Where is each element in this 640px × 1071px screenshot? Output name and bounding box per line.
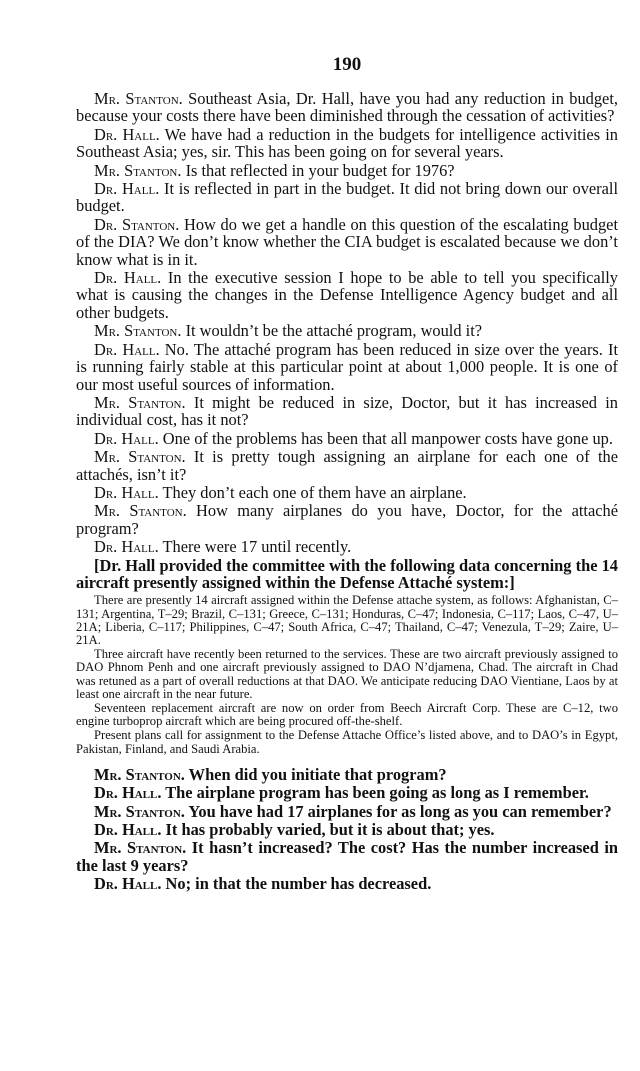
paragraph [76,341,618,393]
paragraph [76,269,618,321]
dialogue-section-1 [76,90,618,556]
paragraph-text: It has probably varied, but it is about that; yes. [161,820,495,840]
paragraph-text: It is pretty tough assigning an airplane for each one of the attachés, isn’t it? [76,447,618,484]
speaker-name: Dr. Hall. [94,537,159,557]
paragraph-text: Southeast Asia, Dr. Hall, have you had any reduction in budget, because your costs there have been diminished through the cessation of activities? [76,89,618,126]
paragraph-text: How do we get a handle on this question of the escalating budget of the DIA? We don’t know whether the CIA budget is escalated because we don’t know what is in it. [76,214,619,269]
paragraph-text: The airplane program has been going as long as I remember. [161,783,589,803]
inserted-data-block [76,594,618,755]
paragraph [76,162,618,179]
document-page [76,54,618,894]
paragraph-text: They don’t each one of them have an airplane. [158,482,467,502]
speaker-name: Dr. Hall. [94,179,160,199]
speaker-name: Dr. Hall. [94,268,162,288]
paragraph [76,90,618,125]
speaker-name: Dr. Hall. [94,783,162,803]
speaker-name: Mr. Stanton. [94,321,182,341]
page-number: 190 [332,54,362,75]
paragraph-text: No. The attaché program has been reduced in size over the years. It is running fairly stable at this particular point at about 1,000 people. It is one of our most useful sources of information. [76,339,619,394]
paragraph [76,216,618,268]
insert-paragraph: Three aircraft have recently been returned to the services. These are two aircraft previously assigned to DAO Phnom Penh and one aircraft previously assigned to DAO N’djamena, Chad. The aircraft in Chad was retuned as a part of overall reductions at that DAO. We anticipate reducing DAO Vientiane, Laos by at least one aircraft in the near future. [76,647,618,701]
bracketed-note: [Dr. Hall provided the committee with the following data concerning the 14 aircraft presently assigned within the Defense Attaché system:] [76,555,618,592]
paragraph-text: You have had 17 airplanes for as long as you can remember? [184,801,612,821]
speaker-name: Dr. Hall. [94,482,159,502]
dialogue-section-2 [76,766,618,893]
paragraph [76,180,618,215]
insert-paragraph: Seventeen replacement aircraft are now on order from Beech Aircraft Corp. These are C–12, two engine turboprop aircraft which are being procured off-the-shelf. [76,701,618,729]
paragraph-text: It is reflected in part in the budget. It did not bring down our overall budget. [76,179,619,216]
paragraph [76,766,618,783]
speaker-name: Mr. Stanton. [94,447,186,467]
paragraph-text: When did you initiate that program? [184,764,447,784]
paragraph [76,803,618,820]
paragraph [76,322,618,339]
speaker-name: Dr. Hall. [94,428,159,448]
paragraph-text: How many airplanes do you have, Doctor, for the attaché program? [76,501,618,538]
paragraph [76,126,618,161]
paragraph [76,502,618,537]
paragraph-text: We have had a reduction in the budgets for intelligence activities in Southeast Asia; yes, sir. This has been going on for several years. [76,124,618,162]
paragraph-text: No; in that the number has decreased. [161,874,432,894]
speaker-name: Dr. Hall. [94,339,160,359]
speaker-name: Dr. Hall. [94,874,162,894]
insert-paragraph: Present plans call for assignment to the Defense Attache Office’s listed above, and to DAO’s in Egypt, Pakistan, Finland, and Saudi Arabia. [76,728,618,756]
speaker-name: Mr. Stanton. [94,89,183,108]
paragraph [76,821,618,838]
speaker-name: Dr. Hall. [94,820,162,840]
paragraph [76,839,618,874]
paragraph-text: It might be reduced in size, Doctor, but it has increased in individual cost, has it not? [76,392,618,430]
speaker-name: Mr. Stanton. [94,501,187,521]
paragraph [76,448,618,483]
speaker-name: Mr. Stanton. [94,764,185,784]
paragraph-text: Is that reflected in your budget for 1976? [181,160,455,180]
paragraph-text: There were 17 until recently. [158,537,352,557]
paragraph [76,875,618,892]
paragraph [76,430,618,447]
speaker-name: Dr. Hall. [94,124,160,144]
paragraph-text: It wouldn’t be the attaché program, would it? [181,321,483,341]
speaker-name: Mr. Stanton. [94,160,182,180]
speaker-name: Dr. Stanton. [94,214,180,234]
paragraph [76,394,618,429]
paragraph-text: In the executive session I hope to be able to tell you specifically what is causing the changes in the Defense Intelligence Agency budget and all other budgets. [76,268,619,322]
paragraph-text: It hasn’t increased? The cost? Has the number increased in the last 9 years? [76,838,618,875]
speaker-name: Mr. Stanton. [94,838,187,858]
paragraph-text: One of the problems has been that all manpower costs have gone up. [158,428,613,448]
speaker-name: Mr. Stanton. [94,392,186,412]
insert-paragraph: There are presently 14 aircraft assigned within the Defense attache system, as follows: Afghanistan, C–131; Argentina, T–29; Brazil, C–131; Greece, C–131; Honduras, C–47; Indonesia, C–117; Laos, C–47, U–21A; Liberia, C–117; Philippines, C–47; South Africa, C–47; Thailand, C–47; Venezula, T–29; Zaire, U–21A. [76,593,618,647]
paragraph [76,484,618,501]
paragraph [76,538,618,555]
speaker-name: Mr. Stanton. [94,801,185,821]
paragraph [76,784,618,801]
